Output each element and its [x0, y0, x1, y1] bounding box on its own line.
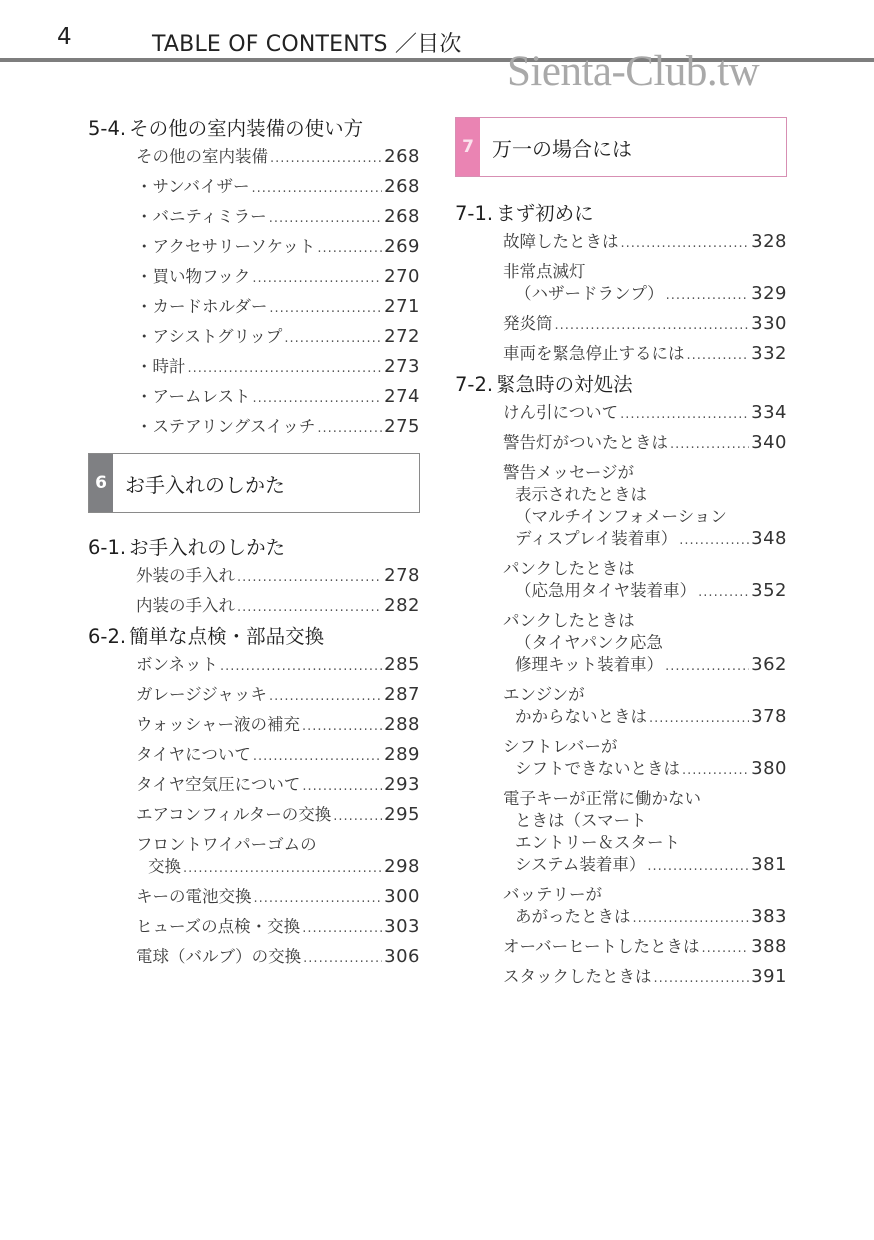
page-ref[interactable]: 383	[751, 906, 787, 927]
page-ref[interactable]: 378	[751, 706, 787, 727]
page-ref[interactable]: 275	[384, 416, 420, 437]
page-ref[interactable]: 289	[384, 744, 420, 765]
entry-line	[136, 946, 420, 970]
toc-entry[interactable]	[136, 801, 420, 831]
toc-entry[interactable]	[136, 831, 420, 883]
toc-entry[interactable]	[503, 429, 787, 459]
toc-entry[interactable]	[136, 233, 420, 263]
entry-title: ・ステアリングスイッチ	[136, 417, 316, 436]
toc-entry[interactable]	[136, 263, 420, 293]
entry-title: エントリー＆スタート	[515, 833, 680, 852]
entry-title: 発炎筒	[503, 314, 553, 333]
entry-title: その他の室内装備	[136, 147, 268, 166]
section-title: その他の室内装備の使い方	[129, 117, 364, 140]
chapter-number-badge: 6	[89, 454, 113, 512]
entry-line	[136, 146, 420, 170]
entry-title: ときは（スマート	[515, 811, 647, 830]
entry-title: キーの電池交換	[136, 887, 252, 906]
entry-line	[136, 356, 420, 380]
entry-line	[503, 758, 787, 782]
leader-dots	[702, 938, 750, 960]
entry-line	[136, 856, 420, 880]
entry-line	[136, 416, 420, 440]
toc-entry[interactable]	[136, 143, 420, 173]
leader-dots	[666, 285, 749, 307]
entry-line	[503, 610, 787, 632]
leader-dots	[633, 908, 750, 930]
page-ref[interactable]: 388	[751, 936, 787, 957]
leader-dots	[303, 948, 382, 970]
leader-dots	[302, 776, 382, 798]
entry-title: ・時計	[136, 357, 186, 376]
entry-title: 電子キーが正常に働かない	[503, 789, 701, 808]
section-title: まず初めに	[496, 202, 594, 225]
entry-line	[136, 684, 420, 708]
toc-entry[interactable]	[136, 681, 420, 711]
entry-list	[455, 228, 787, 370]
entry-title: タイヤについて	[136, 745, 251, 764]
page-ref[interactable]: 272	[384, 326, 420, 347]
toc-entry[interactable]	[503, 310, 787, 340]
entry-line	[503, 283, 787, 307]
page-ref[interactable]: 271	[384, 296, 420, 317]
entry-title: かからないときは	[515, 707, 647, 726]
chapter-tab-6[interactable]	[88, 453, 420, 513]
leader-dots	[284, 328, 382, 350]
leader-dots	[237, 597, 382, 619]
page-ref[interactable]: 348	[751, 528, 787, 549]
entry-title: ・買い物フック	[136, 267, 251, 286]
toc-entry[interactable]	[503, 459, 787, 555]
leader-dots	[253, 388, 383, 410]
entry-title: 警告メッセージが	[503, 463, 635, 482]
entry-line	[136, 916, 420, 940]
entry-title: ボンネット	[136, 655, 219, 674]
leader-dots	[254, 888, 383, 910]
entry-title: シフトレバーが	[503, 737, 618, 756]
page-ref[interactable]: 330	[751, 313, 787, 334]
entry-title: ・サンバイザー	[136, 177, 250, 196]
toc-entry[interactable]	[503, 340, 787, 370]
leader-dots	[253, 746, 382, 768]
leader-dots	[679, 530, 749, 552]
chapter-title: 万一の場合には	[492, 136, 632, 161]
leader-dots	[252, 178, 383, 200]
entry-line	[503, 936, 787, 960]
watermark: Sienta-Club.tw	[507, 48, 760, 95]
section-number: 6-2.	[88, 625, 127, 648]
page-ref[interactable]: 380	[751, 758, 787, 779]
section-title: お手入れのしかた	[129, 536, 286, 559]
entry-line	[503, 313, 787, 337]
leader-dots	[333, 806, 382, 828]
entry-title: （タイヤパンク応急	[515, 633, 663, 652]
toc-entry[interactable]	[136, 711, 420, 741]
entry-line	[503, 558, 787, 580]
toc-entry[interactable]	[503, 258, 787, 310]
toc-entry[interactable]	[503, 881, 787, 933]
page-number: 4	[57, 24, 72, 50]
entry-line	[503, 736, 787, 758]
chapter-title: お手入れのしかた	[125, 472, 285, 497]
section-heading-7-2[interactable]	[455, 370, 787, 399]
toc-entry[interactable]	[503, 681, 787, 733]
entry-line	[136, 774, 420, 798]
toc-entry[interactable]	[136, 741, 420, 771]
toc-entry[interactable]	[503, 733, 787, 785]
page-ref[interactable]: 332	[751, 343, 787, 364]
page-ref[interactable]: 340	[751, 432, 787, 453]
toc-entry[interactable]	[136, 323, 420, 353]
entry-title: ディスプレイ装着車）	[515, 529, 678, 548]
toc-entry[interactable]	[136, 203, 420, 233]
page-ref[interactable]: 303	[384, 916, 420, 937]
leader-dots	[220, 656, 382, 678]
entry-title: ヒューズの点検・交換	[136, 917, 301, 936]
entry-list	[88, 651, 420, 973]
section-number: 7-1.	[455, 202, 494, 225]
toc-entry[interactable]	[503, 933, 787, 963]
toc-entry[interactable]	[136, 592, 420, 622]
page-title: TABLE OF CONTENTS ／目次	[152, 32, 462, 57]
entry-title: オーバーヒートしたときは	[503, 937, 700, 956]
entry-title: ・アシストグリップ	[136, 327, 283, 346]
entry-line	[503, 402, 787, 426]
entry-line	[503, 832, 787, 854]
entry-line	[503, 506, 787, 528]
page-ref[interactable]: 270	[384, 266, 420, 287]
leader-dots	[682, 760, 749, 782]
entry-title: ウォッシャー液の補充	[136, 715, 301, 734]
page-ref[interactable]: 287	[384, 684, 420, 705]
entry-line	[136, 886, 420, 910]
page-ref[interactable]: 329	[751, 283, 787, 304]
entry-line	[503, 884, 787, 906]
entry-line	[503, 906, 787, 930]
entry-line	[503, 432, 787, 456]
page-ref[interactable]: 334	[751, 402, 787, 423]
section-heading-6-2[interactable]	[88, 622, 420, 651]
entry-title: （応急用タイヤ装着車）	[515, 581, 697, 600]
entry-title: 電球（バルブ）の交換	[136, 947, 302, 966]
entry-title: エンジンが	[503, 685, 585, 704]
page-ref[interactable]: 293	[384, 774, 420, 795]
entry-title: 非常点滅灯	[503, 262, 586, 281]
entry-line	[503, 261, 787, 283]
entry-line	[503, 231, 787, 255]
entry-line	[503, 343, 787, 367]
entry-list	[88, 143, 420, 443]
entry-line	[503, 684, 787, 706]
entry-line	[503, 528, 787, 552]
entry-line	[503, 788, 787, 810]
entry-title: あがったときは	[515, 907, 631, 926]
toc-entry[interactable]	[136, 883, 420, 913]
entry-title: バッテリーが	[503, 885, 602, 904]
entry-title: （ハザードランプ）	[515, 284, 664, 303]
leader-dots	[698, 582, 749, 604]
toc-entry[interactable]	[136, 943, 420, 973]
toc-entry[interactable]	[136, 383, 420, 413]
entry-line	[136, 744, 420, 768]
entry-line	[136, 176, 420, 200]
entry-title: シフトできないときは	[515, 759, 680, 778]
leader-dots	[183, 858, 382, 880]
entry-line	[136, 296, 420, 320]
leader-dots	[269, 298, 382, 320]
toc-entry[interactable]	[136, 173, 420, 203]
entry-line	[136, 236, 420, 260]
entry-title: ・カードホルダー	[136, 297, 268, 316]
entry-line	[503, 966, 787, 990]
page-ref[interactable]: 306	[384, 946, 420, 967]
left-column	[88, 114, 420, 973]
entry-line	[503, 462, 787, 484]
entry-line	[136, 654, 420, 678]
leader-dots	[302, 716, 382, 738]
entry-list	[88, 562, 420, 622]
entry-list	[455, 399, 787, 993]
toc-entry[interactable]	[503, 963, 787, 993]
page-ref[interactable]: 278	[384, 565, 420, 586]
leader-dots	[317, 238, 382, 260]
section-heading-6-1[interactable]	[88, 533, 420, 562]
leader-dots	[620, 404, 749, 426]
toc-entry[interactable]	[503, 555, 787, 607]
entry-title: 車両を緊急停止するには	[503, 344, 685, 363]
entry-line	[503, 810, 787, 832]
entry-title: パンクしたときは	[503, 559, 635, 578]
page-ref[interactable]: 268	[384, 206, 420, 227]
section-heading-7-1[interactable]	[455, 199, 787, 228]
section-number: 6-1.	[88, 536, 127, 559]
entry-title: 交換	[148, 857, 181, 876]
page-ref[interactable]: 328	[751, 231, 787, 252]
page-ref[interactable]: 298	[384, 856, 420, 877]
entry-line	[503, 854, 787, 878]
leader-dots	[670, 434, 749, 456]
entry-line	[136, 834, 420, 856]
leader-dots	[555, 315, 750, 337]
toc-entry[interactable]	[503, 228, 787, 258]
leader-dots	[649, 708, 749, 730]
page-ref[interactable]: 381	[751, 854, 787, 875]
entry-title: ガレージジャッキ	[136, 685, 267, 704]
toc-entry[interactable]	[503, 785, 787, 881]
entry-line	[503, 580, 787, 604]
entry-title: パンクしたときは	[503, 611, 635, 630]
chapter-tab-7[interactable]	[455, 117, 787, 177]
leader-dots	[269, 208, 382, 230]
entry-title: エアコンフィルターの交換	[136, 805, 332, 824]
entry-title: 警告灯がついたときは	[503, 433, 668, 452]
section-number: 5-4.	[88, 117, 127, 140]
right-column	[455, 117, 787, 993]
page-ref[interactable]: 288	[384, 714, 420, 735]
leader-dots	[687, 345, 750, 367]
leader-dots	[621, 233, 750, 255]
page-ref[interactable]: 268	[384, 176, 420, 197]
section-title: 簡単な点検・部品交換	[129, 625, 325, 648]
toc-entry[interactable]	[136, 562, 420, 592]
entry-title: 故障したときは	[503, 232, 619, 251]
leader-dots	[269, 686, 382, 708]
entry-title: フロントワイパーゴムの	[136, 835, 317, 854]
entry-line	[136, 266, 420, 290]
entry-line	[136, 804, 420, 828]
entry-title: （マルチインフォメーション	[515, 507, 727, 526]
page-ref[interactable]: 273	[384, 356, 420, 377]
entry-title: 内装の手入れ	[136, 596, 235, 615]
leader-dots	[188, 358, 383, 380]
page-ref[interactable]: 295	[384, 804, 420, 825]
entry-title: 修理キット装着車）	[515, 655, 664, 674]
toc-entry[interactable]	[136, 771, 420, 801]
page-ref[interactable]: 285	[384, 654, 420, 675]
leader-dots	[252, 268, 382, 290]
entry-line	[503, 654, 787, 678]
entry-line	[503, 484, 787, 506]
toc-entry[interactable]	[136, 293, 420, 323]
page-ref[interactable]: 268	[384, 146, 420, 167]
leader-dots	[317, 418, 382, 440]
toc-entry[interactable]	[136, 913, 420, 943]
entry-line	[503, 706, 787, 730]
entry-line	[136, 326, 420, 350]
page-ref[interactable]: 362	[751, 654, 787, 675]
section-number: 7-2.	[455, 373, 494, 396]
entry-line	[136, 386, 420, 410]
page-ref[interactable]: 269	[384, 236, 420, 257]
entry-line	[136, 714, 420, 738]
entry-title: ・アクセサリーソケット	[136, 237, 316, 256]
entry-line	[503, 632, 787, 654]
entry-title: タイヤ空気圧について	[136, 775, 301, 794]
page-ref[interactable]: 274	[384, 386, 420, 407]
page-ref[interactable]: 391	[751, 966, 787, 987]
leader-dots	[270, 148, 382, 170]
leader-dots	[665, 656, 749, 678]
entry-title: けん引について	[503, 403, 619, 422]
page-ref[interactable]: 300	[384, 886, 420, 907]
entry-title: スタックしたときは	[503, 967, 652, 986]
entry-line	[136, 595, 420, 619]
chapter-number-badge: 7	[456, 118, 480, 176]
leader-dots	[647, 856, 749, 878]
entry-line	[136, 206, 420, 230]
entry-title: 表示されたときは	[515, 485, 647, 504]
page-ref[interactable]: 352	[751, 580, 787, 601]
leader-dots	[302, 918, 382, 940]
section-title: 緊急時の対処法	[496, 373, 633, 396]
page-ref[interactable]: 282	[384, 595, 420, 616]
entry-title: 外装の手入れ	[136, 566, 235, 585]
leader-dots	[237, 567, 382, 589]
entry-title: システム装着車）	[515, 855, 646, 874]
section-heading-5-4[interactable]	[88, 114, 420, 143]
leader-dots	[654, 968, 750, 990]
entry-title: ・バニティミラー	[136, 207, 267, 226]
toc-entry[interactable]	[503, 607, 787, 681]
toc-entry[interactable]	[136, 413, 420, 443]
entry-title: ・アームレスト	[136, 387, 251, 406]
toc-entry[interactable]	[503, 399, 787, 429]
toc-entry[interactable]	[136, 353, 420, 383]
toc-entry[interactable]	[136, 651, 420, 681]
entry-line	[136, 565, 420, 589]
